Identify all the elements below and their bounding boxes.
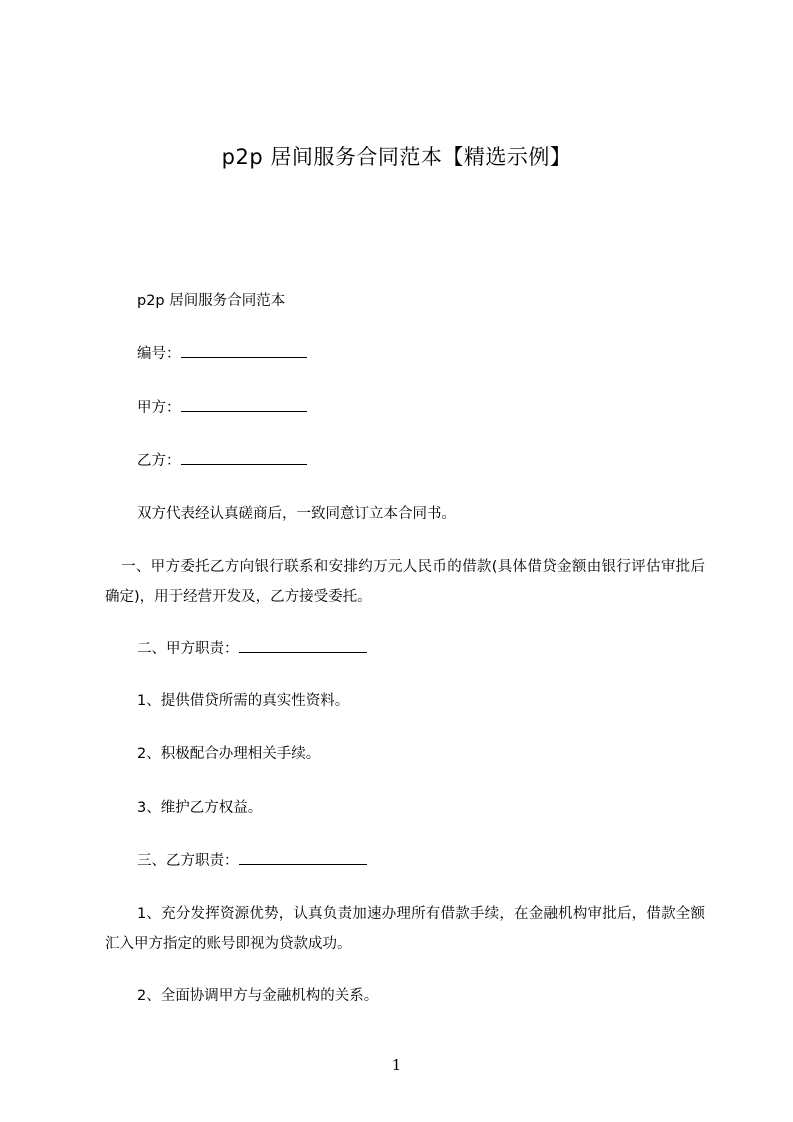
party-b-label: 乙方： [137,453,181,469]
section-2-heading-text: 二、甲方职责： [137,641,239,657]
clause-1-paragraph: 一、甲方委托乙方向银行联系和安排约万元人民币的借款(具体借贷金额由银行评估审批后确定)，用于经营开发及，乙方接受委托。 [105,559,705,605]
section-3-item: 2、全面协调甲方与金融机构的关系。 [137,988,379,1004]
party-b-field [137,446,307,476]
document-title: p2p 居间服务合同范本【精选示例】 [221,145,572,169]
section-3-blank [239,848,367,865]
section-3-heading-text: 三、乙方职责： [137,853,239,869]
intro-paragraph: 双方代表经认真磋商后，一致同意订立本合同书。 [137,506,456,522]
section-2-item: 3、维护乙方权益。 [137,800,263,816]
section-3-item: 1、充分发挥资源优势，认真负责加速办理所有借款手续，在金融机构审批后，借款全额汇入甲方指定的账号即视为贷款成功。 [105,906,705,952]
section-2-item: 2、积极配合办理相关手续。 [137,746,321,762]
party-a-label: 甲方： [137,400,181,416]
section-3-heading [137,846,367,876]
number-blank [181,341,307,358]
page-number: 1 [391,1056,402,1074]
party-b-blank [181,448,307,465]
section-2-heading [137,634,367,664]
number-field [137,339,307,369]
number-label: 编号： [137,346,181,362]
party-a-blank [181,395,307,412]
section-2-item: 1、提供借贷所需的真实性资料。 [137,693,350,709]
contract-subtitle: p2p 居间服务合同范本 [137,293,286,309]
section-2-blank [239,636,367,653]
party-a-field [137,393,307,423]
